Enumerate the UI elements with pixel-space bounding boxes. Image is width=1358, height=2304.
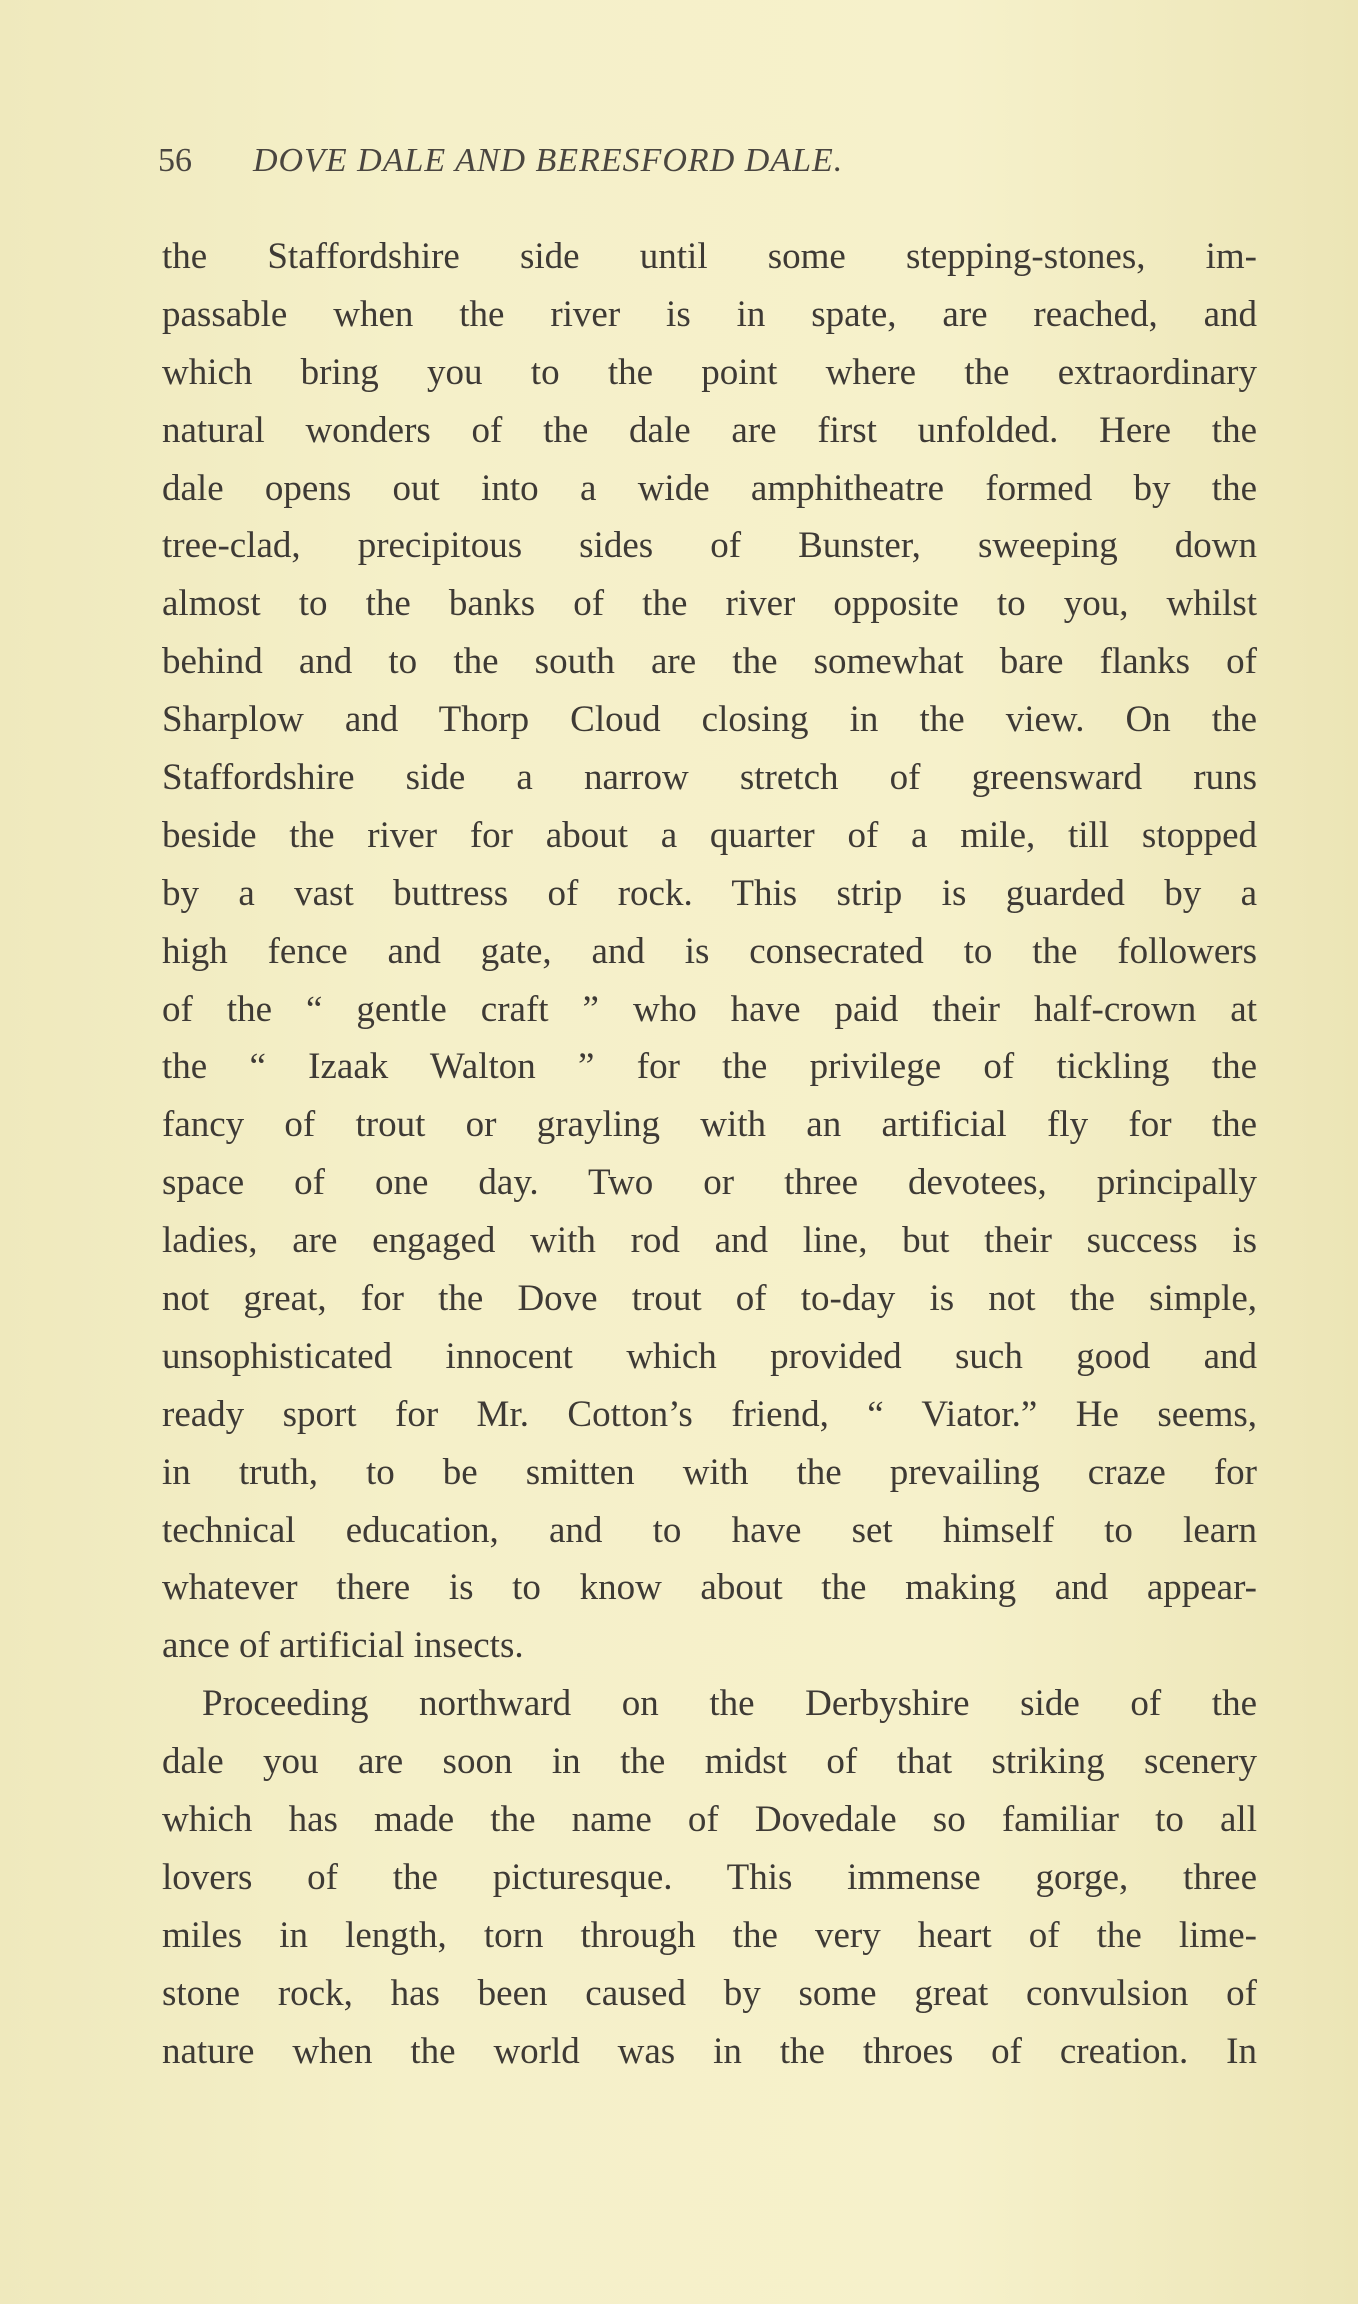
text-line: stone rock, has been caused by some great convulsion of: [162, 1972, 1257, 2014]
text-line: high fence and gate, and is consecrated to the followers: [162, 930, 1257, 972]
text-line: by a vast buttress of rock. This strip is guarded by a: [162, 872, 1257, 914]
text-line: beside the river for about a quarter of a mile, till stopped: [162, 814, 1257, 856]
page-number: 56: [158, 142, 192, 179]
running-title: DOVE DALE AND BERESFORD DALE.: [253, 142, 844, 179]
text-line: whatever there is to know about the making and appear-: [162, 1567, 1257, 1609]
text-line: almost to the banks of the river opposite to you, whilst: [162, 583, 1257, 625]
text-line: ance of artificial insects.: [162, 1625, 524, 1667]
text-line: dale opens out into a wide amphitheatre formed by the: [162, 467, 1257, 509]
text-line: nature when the world was in the throes of creation. In: [162, 2030, 1257, 2072]
text-line: which bring you to the point where the extraordinary: [162, 351, 1257, 393]
text-line: of the “ gentle craft ” who have paid their half-crown at: [162, 988, 1257, 1030]
text-line: Proceeding northward on the Derbyshire side of the: [202, 1683, 1257, 1725]
body-text: [162, 228, 1257, 2081]
text-line: the Staffordshire side until some stepping-stones, im-: [162, 236, 1257, 277]
text-line: ladies, are engaged with rod and line, but their success is: [162, 1220, 1257, 1262]
text-line: miles in length, torn through the very heart of the lime-: [162, 1914, 1257, 1956]
text-line: technical education, and to have set himself to learn: [162, 1509, 1257, 1551]
text-line: behind and to the south are the somewhat bare flanks of: [162, 641, 1257, 683]
text-line: natural wonders of the dale are first unfolded. Here the: [162, 409, 1257, 451]
text-line: ready sport for Mr. Cotton’s friend, “ Viator.” He seems,: [162, 1393, 1257, 1435]
text-line: which has made the name of Dovedale so familiar to all: [162, 1799, 1257, 1841]
text-line: passable when the river is in spate, are reached, and: [162, 293, 1257, 335]
running-header: [158, 142, 1258, 192]
text-line: dale you are soon in the midst of that striking scenery: [162, 1741, 1257, 1783]
text-line: space of one day. Two or three devotees, principally: [162, 1162, 1257, 1204]
text-line: Sharplow and Thorp Cloud closing in the view. On the: [162, 699, 1257, 741]
text-line: not great, for the Dove trout of to-day is not the simple,: [162, 1278, 1257, 1320]
text-line: Staffordshire side a narrow stretch of greensward runs: [162, 757, 1257, 799]
text-line: in truth, to be smitten with the prevailing craze for: [162, 1451, 1257, 1493]
text-line: lovers of the picturesque. This immense gorge, three: [162, 1856, 1257, 1898]
text-line: fancy of trout or grayling with an artificial fly for the: [162, 1104, 1257, 1146]
text-line: the “ Izaak Walton ” for the privilege of tickling the: [162, 1046, 1257, 1088]
text-line: unsophisticated innocent which provided such good and: [162, 1335, 1257, 1377]
text-line: tree-clad, precipitous sides of Bunster, sweeping down: [162, 525, 1257, 567]
